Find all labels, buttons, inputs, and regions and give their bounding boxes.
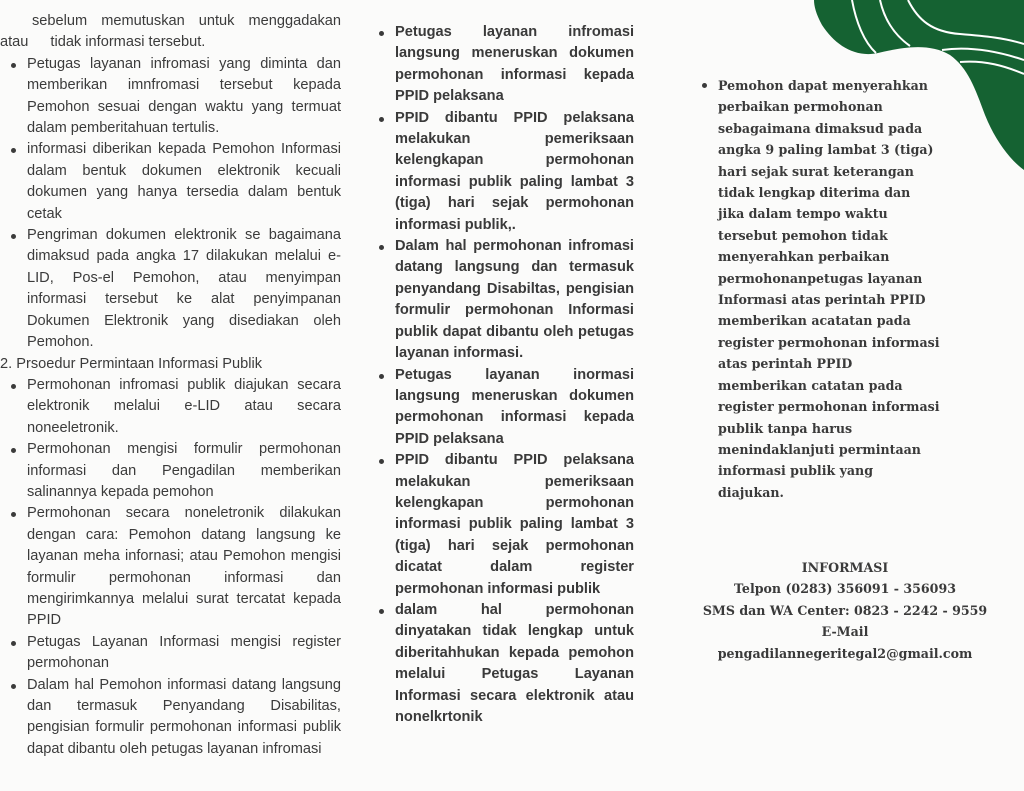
middle-column [378, 0, 634, 728]
intro-paragraph [0, 11, 341, 54]
text-line: register permohonan informasi [718, 334, 940, 350]
list-item: Permohonan secara noneletronik dilakukan dengan cara: Pemohon datang langsung ke layanan meha infornasi; atau Pemohon mengisi formulir permohonan informasi dan mengirimkannya melalui surat tercatat kepada PPID [0, 503, 341, 631]
contact-heading: INFORMASI [801, 560, 889, 575]
list-item: dalam hal permohonan dinyatakan tidak lengkap untuk diberitahhukan kepada pemohon melalui Petugas Layanan Informasi secara elektronik atau nonelkrtonik [378, 600, 634, 728]
text-line: Informasi atas perintah PPID [718, 292, 926, 308]
list-item: Petugas layanan infromasi langsung meneruskan dokumen permohonan informasi kepada PPID pelaksana [378, 22, 634, 108]
list-item: Pengriman dokumen elektronik se bagaimana dimaksud pada angka 17 dilakukan melalui e- LID, Pos-el Pemohon, atau menyimpan informasi tersebut ke alat penyimpanan Dokumen Elektronik yang disediakan oleh Pemohon. [0, 225, 341, 353]
contact-sms-wa: SMS dan WA Center: 0823 - 2242 - 9559 [702, 602, 988, 618]
list-item: Dalam hal permohonan infromasi datang langsung dan termasuk penyandang Disabiltas, pengisian formulir permohonan Informasi publik dapat dibantu oleh petugas layanan informasi. [378, 236, 634, 364]
left-column [0, 0, 341, 760]
intro-line-1: sebelum memutuskan untuk menggadakan [32, 13, 341, 29]
section-heading: 2. Prsoedur Permintaan Informasi Publik [0, 355, 262, 372]
text-line: hari sejak surat keterangan [718, 163, 914, 179]
list-item: PPID dibantu PPID pelaksana melakukan pemeriksaan kelengkapan permohonan informasi publik paling lambat 3 (tiga) hari sejak permohonan dicatat dalam register permohonan informasi publik [378, 450, 634, 600]
intro-line-2 [0, 32, 341, 53]
text-line: atas perintah PPID [718, 356, 853, 372]
text-line: publik tanpa harus [718, 420, 853, 436]
list-item: Petugas layanan infromasi yang diminta dan memberikan imnfromasi tersebut kepada Pemohon sesuai dengan waktu yang termuat dalam pemberitahuan tertulis. [0, 54, 341, 140]
list-item: Permohonan infromasi publik diajukan secara elektronik melalui e-LID atau secara noneeletronik. [0, 375, 341, 439]
text-line: memberikan acatatan pada [718, 313, 911, 329]
contact-email-label: E-Mail [821, 624, 869, 640]
text-line: sebagaimana dimaksud pada [718, 120, 923, 136]
text-line: Pemohon dapat menyerahkan [718, 78, 928, 93]
text-line: memberikan catatan pada [718, 377, 903, 393]
list-item [702, 75, 964, 503]
text-line: menyerahkan perbaikan [718, 249, 890, 265]
right-bullet-list [702, 75, 964, 503]
left-bullet-list-2 [0, 375, 341, 760]
text-line: perbaikan permohonan [718, 99, 883, 115]
intro-line-2-start: atau [0, 34, 29, 51]
text-line: jika dalam tempo waktu [718, 206, 888, 222]
text-line: tidak lengkap diterima dan [718, 185, 911, 201]
text-line: register permohonan informasi [718, 399, 940, 415]
intro-line-2-end: tidak informasi tersebut. [50, 34, 206, 51]
contact-info [680, 557, 1010, 664]
text-line: angka 9 paling lambat 3 (tiga) [718, 142, 934, 158]
text-line: informasi publik yang [718, 463, 874, 479]
text-line: permohonanpetugas layanan [718, 270, 923, 286]
list-item: Petugas Layanan Informasi mengisi register permohonan [0, 632, 341, 675]
contact-email[interactable]: pengadilannegeritegal2@gmail.com [717, 645, 973, 661]
contact-phone: Telpon (0283) 356091 - 356093 [734, 581, 956, 597]
left-bullet-list-1 [0, 54, 341, 354]
right-column [702, 0, 964, 503]
text-line: tersebut pemohon tidak [718, 227, 888, 243]
list-item: informasi diberikan kepada Pemohon Informasi dalam bentuk dokumen elektronik kecuali dokumen yang hanya tersedia dalam bentuk cetak [0, 139, 341, 225]
list-item: Dalam hal Pemohon informasi datang langsung dan termasuk Penyandang Disabilitas, pengisian formulir permohonan informasi publik dapat dibantu oleh petugas layanan infromasi [0, 675, 341, 761]
list-item: Petugas layanan inormasi langsung meneruskan dokumen permohonan informasi kepada PPID pelaksana [378, 365, 634, 451]
list-item: PPID dibantu PPID pelaksana melakukan pemeriksaan kelengkapan permohonan informasi publik paling lambat 3 (tiga) hari sejak permohonan informasi publik,. [378, 108, 634, 236]
list-item: Permohonan mengisi formulir permohonan informasi dan Pengadilan memberikan salinannya kepada pemohon [0, 439, 341, 503]
middle-bullet-list [378, 22, 634, 728]
text-line: diajukan. [718, 484, 784, 500]
text-line: menindaklanjuti permintaan [718, 441, 921, 457]
